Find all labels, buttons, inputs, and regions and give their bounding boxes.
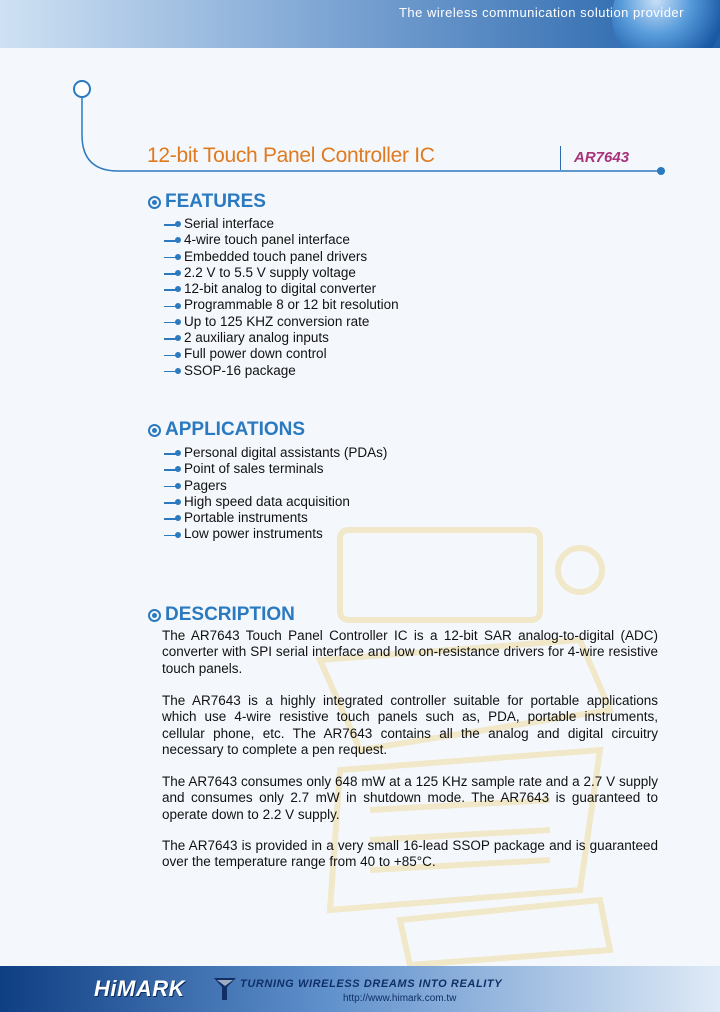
description-paragraph: The AR7643 is a highly integrated controller suitable for portable applications which use 4-wire resistive touch panels such as, PDA, portable instruments, cellular phone, etc. The AR7643 contains all the analog and digital circuitry necessary to complete a pen request. [162,693,658,757]
bullet-arrow-icon [164,513,182,523]
features-heading-text: FEATURES [165,191,266,212]
bullet-arrow-icon [164,284,182,294]
list-item: 2 auxiliary analog inputs [164,330,399,346]
footer-banner [0,966,720,1012]
list-item: Portable instruments [164,510,387,526]
list-item: Serial interface [164,216,399,232]
bullet-arrow-icon [164,219,182,229]
applications-heading [148,419,305,441]
list-item: High speed data acquisition [164,494,387,510]
bullet-arrow-icon [164,333,182,343]
bullet-arrow-icon [164,497,182,507]
list-item: 4-wire touch panel interface [164,232,399,248]
bullet-arrow-icon [164,317,182,327]
bullet-icon [148,609,161,622]
bullet-arrow-icon [164,448,182,458]
list-item: Full power down control [164,346,399,362]
bullet-arrow-icon [164,464,182,474]
description-paragraph: The AR7643 consumes only 648 mW at a 125 KHz sample rate and a 2.7 V supply and consumes only 2.7 mW in shutdown mode. The AR7643 is guaranteed to operate down to 2.2 V supply. [162,774,658,822]
bullet-arrow-icon [164,530,182,540]
part-number: AR7643 [574,149,630,166]
title-divider [560,146,561,170]
bullet-arrow-icon [164,481,182,491]
list-item: Point of sales terminals [164,461,387,477]
bullet-arrow-icon [164,235,182,245]
bullet-arrow-icon [164,350,182,360]
description-paragraph: The AR7643 is provided in a very small 16-lead SSOP package and is guaranteed over the temperature range from 40 to +85°C. [162,838,658,870]
description-heading-text: DESCRIPTION [165,604,295,625]
bullet-icon [148,424,161,437]
list-item: 12-bit analog to digital converter [164,281,399,297]
features-heading [148,191,266,213]
bullet-arrow-icon [164,301,182,311]
list-item: Embedded touch panel drivers [164,249,399,265]
bullet-arrow-icon [164,366,182,376]
description-paragraph: The AR7643 Touch Panel Controller IC is a 12-bit SAR analog-to-digital (ADC) converter with SPI serial interface and low on-resistance drivers for 4-wire resistive touch panels. [162,628,658,676]
list-item: Programmable 8 or 12 bit resolution [164,297,399,313]
list-item: Up to 125 KHZ conversion rate [164,314,399,330]
footer-slogan: TURNING WIRELESS DREAMS INTO REALITY [240,978,503,990]
description-heading [148,604,295,626]
footer-url[interactable]: http://www.himark.com.tw [343,993,457,1004]
features-list [164,216,399,379]
list-item: SSOP-16 package [164,363,399,379]
applications-heading-text: APPLICATIONS [165,419,306,440]
bullet-icon [148,196,161,209]
company-logo: HiMARK [94,976,185,1001]
bullet-arrow-icon [164,268,182,278]
list-item: Pagers [164,478,387,494]
bullet-arrow-icon [164,252,182,262]
list-item: 2.2 V to 5.5 V supply voltage [164,265,399,281]
list-item: Low power instruments [164,526,387,542]
header-tagline: The wireless communication solution provider [398,5,684,20]
logo-mark-icon [212,974,238,1002]
page-title: 12-bit Touch Panel Controller IC [147,144,435,167]
list-item: Personal digital assistants (PDAs) [164,445,387,461]
applications-list [164,445,387,543]
